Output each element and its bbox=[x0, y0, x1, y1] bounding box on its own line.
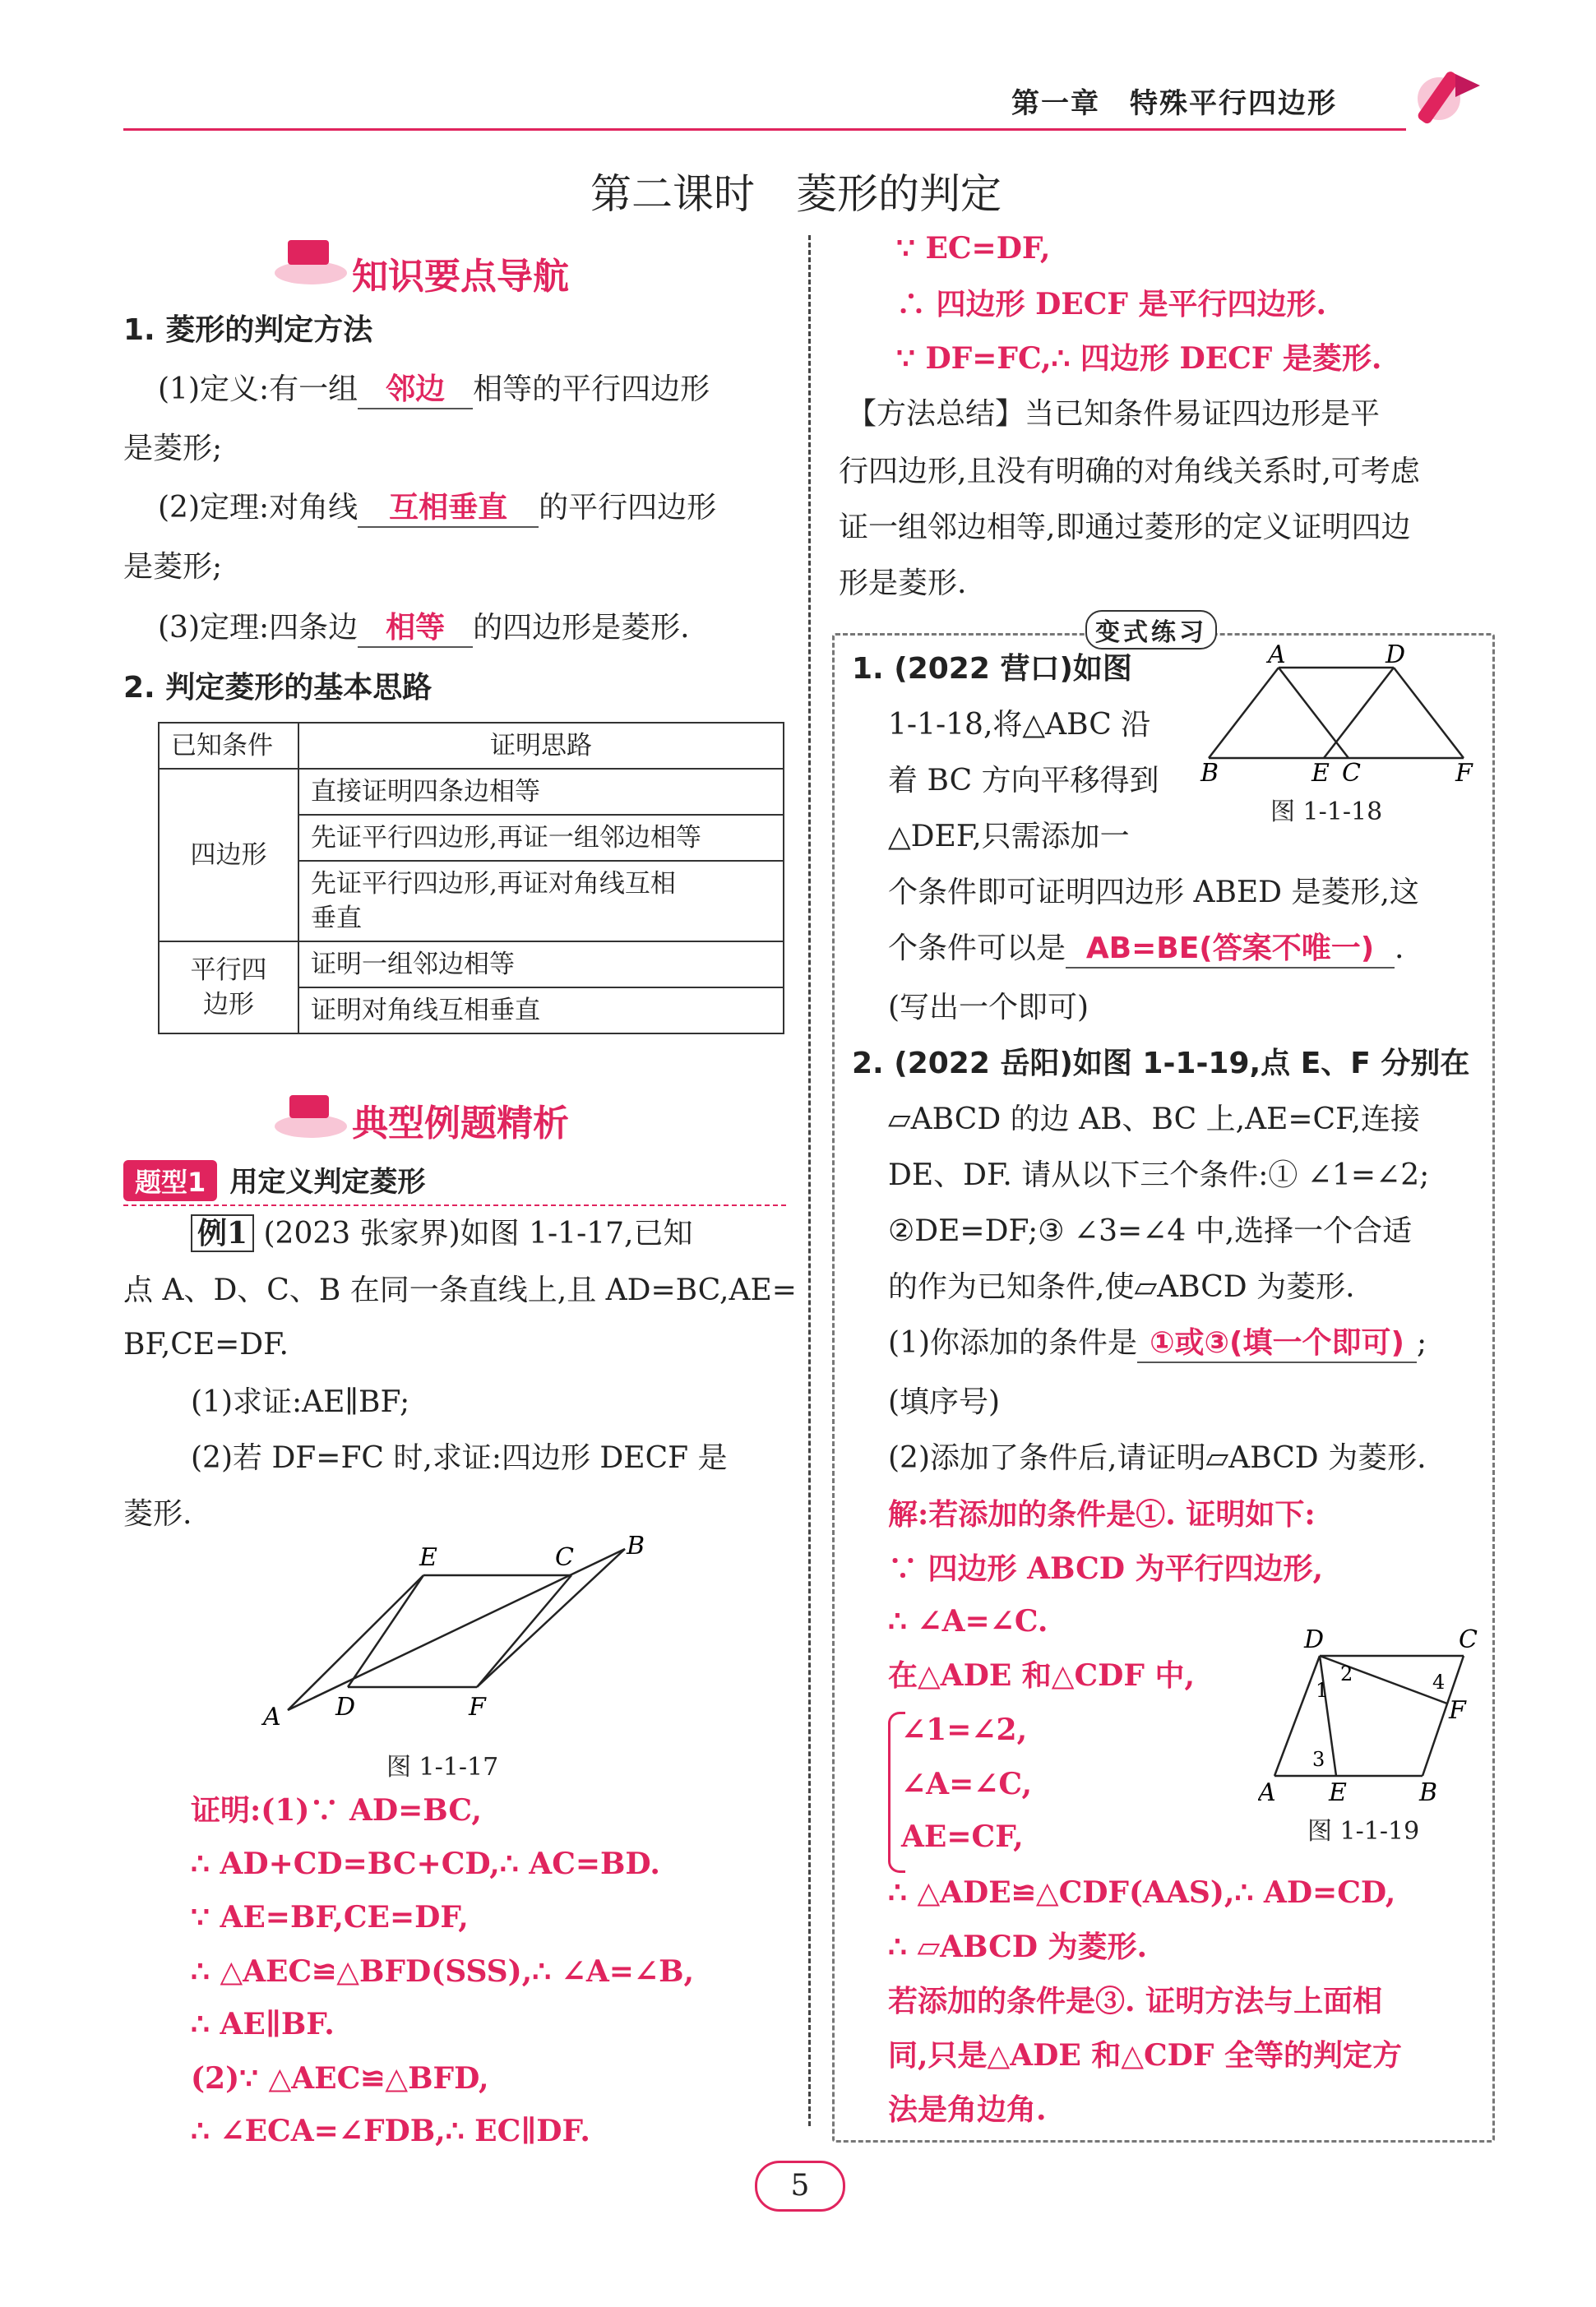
solution-line: ∠A=∠C, bbox=[901, 1767, 1032, 1801]
fig19-label-d: D bbox=[1304, 1628, 1325, 1654]
practice-heading: 变式练习 bbox=[1085, 610, 1217, 650]
solution-line: ∴ △ADE≌△CDF(AAS),∴ AD=CD, bbox=[888, 1875, 1396, 1910]
proof-line: 证明:(1)∵ AD=BC, bbox=[191, 1793, 482, 1828]
fig17-label-a: A bbox=[263, 1703, 281, 1731]
fig18-label-b: B bbox=[1200, 759, 1219, 783]
theorem3-line: (3)定理:四条边 相等 的四边形是菱形. bbox=[158, 610, 690, 648]
q2-sub1-answer: ①或③(填一个即可) bbox=[1137, 1325, 1417, 1363]
solution-line: 解:若添加的条件是①. 证明如下: bbox=[888, 1497, 1316, 1532]
q1-line: △DEF,只需添加一 bbox=[888, 820, 1130, 853]
q1-line: 着 BC 方向平移得到 bbox=[888, 764, 1159, 798]
solution-line: 在△ADE 和△CDF 中, bbox=[888, 1658, 1195, 1693]
theorem3-answer: 相等 bbox=[358, 610, 473, 648]
q2-sub1-note: (填序号) bbox=[888, 1385, 1001, 1419]
table-cell: 直接证明四条边相等 bbox=[298, 769, 784, 815]
definition-line: (1)定义:有一组 邻边 相等的平行四边形 bbox=[158, 372, 710, 409]
fig18-label-e: E bbox=[1311, 759, 1330, 783]
table-cell: 证明一组邻边相等 bbox=[298, 941, 784, 987]
table-cell: 先证平行四边形,再证对角线互相 垂直 bbox=[298, 861, 784, 941]
q2-line: ②DE=DF;③ ∠3=∠4 中,选择一个合适 bbox=[888, 1214, 1413, 1248]
fig19-label-b: B bbox=[1419, 1778, 1438, 1801]
fig19-angle-1: 1 bbox=[1316, 1679, 1329, 1702]
table-cell: 先证平行四边形,再证一组邻边相等 bbox=[298, 815, 784, 861]
definition-cont: 是菱形; bbox=[123, 432, 223, 465]
proof-cont: ∵ DF=FC,∴ 四边形 DECF 是菱形. bbox=[896, 341, 1382, 376]
proof-line: (2)∵ △AEC≌△BFD, bbox=[191, 2061, 489, 2096]
q1-line: 1-1-18,将△ABC 沿 bbox=[888, 708, 1151, 742]
figure-1-1-19 bbox=[1258, 1628, 1488, 1801]
type-title: 用定义判定菱形 bbox=[229, 1166, 426, 1199]
solution-line: ∵ 四边形 ABCD 为平行四边形, bbox=[888, 1551, 1324, 1586]
point1-title: 1. 菱形的判定方法 bbox=[123, 313, 373, 347]
q2-line: 2. (2022 岳阳)如图 1-1-19,点 E、F 分别在 bbox=[852, 1047, 1470, 1080]
fig18-label-a: A bbox=[1268, 643, 1286, 669]
example-line: 例1 (2023 张家界)如图 1-1-17,已知 bbox=[191, 1215, 693, 1252]
fig17-label-e: E bbox=[419, 1543, 437, 1572]
page-number-badge bbox=[755, 2161, 845, 2212]
table-header-proof: 证明思路 bbox=[298, 723, 784, 769]
fig18-caption: 图 1-1-18 bbox=[1270, 798, 1383, 826]
fig19-angle-4: 4 bbox=[1432, 1671, 1446, 1694]
page-number: 5 bbox=[790, 2169, 810, 2203]
table-cell: 证明对角线互相垂直 bbox=[298, 987, 784, 1033]
fig19-label-e: E bbox=[1329, 1778, 1347, 1801]
q2-sub1-line: (1)你添加的条件是 ①或③(填一个即可) ; bbox=[888, 1325, 1427, 1363]
fig19-label-a: A bbox=[1258, 1778, 1276, 1801]
header-chapter: 第一章 特殊平行四边形 bbox=[1011, 87, 1337, 120]
solution-line: ∴ ▱ABCD 为菱形. bbox=[888, 1930, 1148, 1964]
page-title: 第二课时 菱形的判定 bbox=[590, 170, 1002, 218]
q1-note: (写出一个即可) bbox=[888, 991, 1089, 1024]
method-summary: 【方法总结】当已知条件易证四边形是平 bbox=[847, 397, 1381, 431]
theorem2-line: (2)定理:对角线 互相垂直 的平行四边形 bbox=[158, 490, 716, 528]
fig17-caption: 图 1-1-17 bbox=[386, 1753, 499, 1782]
example-text: BF,CE=DF. bbox=[123, 1328, 289, 1362]
fig19-label-c: C bbox=[1459, 1628, 1478, 1654]
solution-line: ∠1=∠2, bbox=[901, 1713, 1028, 1747]
solution-line: 法是角边角. bbox=[888, 2092, 1047, 2127]
method-summary: 证一组邻边相等,即通过菱形的定义证明四边 bbox=[839, 511, 1411, 544]
fig17-label-b: B bbox=[627, 1532, 645, 1560]
method-summary: 形是菱形. bbox=[839, 566, 967, 600]
fig19-angle-3: 3 bbox=[1312, 1748, 1325, 1771]
proof-line: ∵ AE=BF,CE=DF, bbox=[191, 1900, 469, 1935]
example-text: (2)若 DF=FC 时,求证:四边形 DECF 是 bbox=[191, 1441, 728, 1475]
books-icon bbox=[271, 232, 350, 289]
table-group1: 四边形 bbox=[159, 769, 298, 941]
proof-line: ∴ ∠ECA=∠FDB,∴ EC∥DF. bbox=[191, 2114, 590, 2148]
solution-line: ∴ ∠A=∠C. bbox=[888, 1604, 1048, 1639]
proof-line: ∴ AD+CD=BC+CD,∴ AC=BD. bbox=[191, 1847, 660, 1881]
judgement-table bbox=[158, 722, 784, 1034]
theorem2-answer: 互相垂直 bbox=[358, 490, 539, 528]
point2-title: 2. 判定菱形的基本思路 bbox=[123, 671, 433, 705]
header-rule bbox=[123, 128, 1406, 131]
fig17-label-f: F bbox=[469, 1693, 486, 1722]
example-text: 菱形. bbox=[123, 1497, 192, 1531]
fig18-label-d: D bbox=[1386, 643, 1406, 669]
type-row bbox=[123, 1159, 786, 1206]
books-icon-2 bbox=[271, 1085, 350, 1143]
fig19-label-f: F bbox=[1449, 1696, 1466, 1725]
pencil-logo-icon bbox=[1398, 58, 1497, 140]
proof-line: ∴ AE∥BF. bbox=[191, 2007, 335, 2041]
definition-answer: 邻边 bbox=[358, 372, 473, 409]
q1-answer: AB=BE(答案不唯一) bbox=[1066, 931, 1395, 969]
example-text: (1)求证:AE∥BF; bbox=[191, 1385, 410, 1419]
method-summary: 行四边形,且没有明确的对角线关系时,可考虑 bbox=[839, 455, 1420, 488]
theorem2-cont: 是菱形; bbox=[123, 550, 223, 584]
section-knowledge-heading: 知识要点导航 bbox=[352, 256, 569, 298]
fig17-label-d: D bbox=[335, 1693, 356, 1722]
solution-line: AE=CF, bbox=[901, 1819, 1024, 1854]
q1-line: 1. (2022 营口)如图 bbox=[852, 652, 1132, 686]
proof-cont: ∵ EC=DF, bbox=[896, 231, 1051, 266]
figure-1-1-17 bbox=[247, 1529, 674, 1735]
fig17-label-c: C bbox=[555, 1543, 574, 1572]
q1-line: 个条件即可证明四边形 ABED 是菱形,这 bbox=[888, 876, 1419, 909]
q1-blank-line: 个条件可以是 AB=BE(答案不唯一) . bbox=[888, 931, 1404, 969]
proof-cont: ∴ 四边形 DECF 是平行四边形. bbox=[896, 287, 1327, 321]
example-text: 点 A、D、C、B 在同一条直线上,且 AD=BC,AE= bbox=[123, 1274, 797, 1307]
table-group2: 平行四 边形 bbox=[159, 941, 298, 1033]
q2-line: DE、DF. 请从以下三个条件:① ∠1=∠2; bbox=[888, 1158, 1430, 1192]
section-example-heading: 典型例题精析 bbox=[352, 1103, 569, 1144]
q2-line: ▱ABCD 的边 AB、BC 上,AE=CF,连接 bbox=[888, 1103, 1420, 1136]
q2-sub2: (2)添加了条件后,请证明▱ABCD 为菱形. bbox=[888, 1441, 1427, 1475]
figure-1-1-18 bbox=[1184, 643, 1480, 783]
q2-line: 的作为已知条件,使▱ABCD 为菱形. bbox=[888, 1270, 1355, 1304]
table-header-known: 已知条件 bbox=[159, 723, 298, 769]
fig19-angle-2: 2 bbox=[1340, 1662, 1353, 1685]
proof-line: ∴ △AEC≌△BFD(SSS),∴ ∠A=∠B, bbox=[191, 1954, 695, 1989]
solution-line: 同,只是△ADE 和△CDF 全等的判定方 bbox=[888, 2038, 1402, 2073]
type-tag: 题型1 bbox=[123, 1160, 217, 1201]
fig18-label-f: F bbox=[1455, 759, 1473, 783]
fig18-label-c: C bbox=[1342, 759, 1361, 783]
fig19-caption: 图 1-1-19 bbox=[1307, 1817, 1420, 1846]
column-divider bbox=[808, 235, 811, 2126]
example-tag: 例1 bbox=[191, 1214, 254, 1252]
solution-line: 若添加的条件是③. 证明方法与上面相 bbox=[888, 1984, 1383, 2018]
